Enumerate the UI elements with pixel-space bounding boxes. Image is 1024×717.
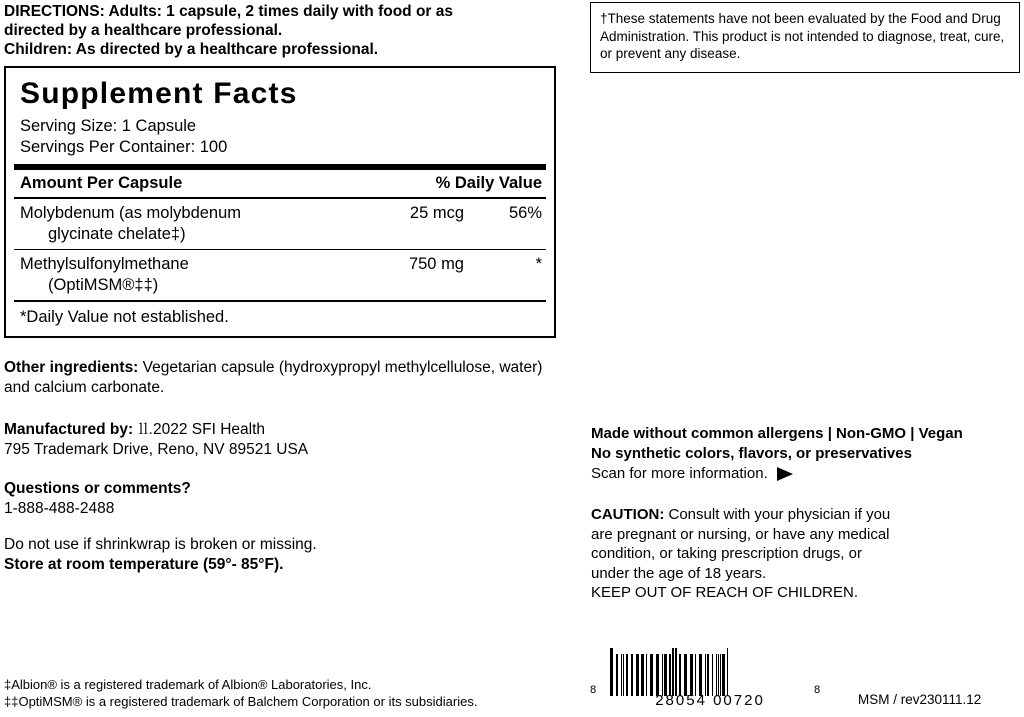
barcode-area: [590, 648, 1024, 716]
barcode-right-digit: 8: [814, 684, 821, 696]
shrinkwrap-warning: Do not use if shrinkwrap is broken or missing.: [4, 536, 317, 553]
directions-block: [4, 2, 494, 59]
directions-children-text: Children: As directed by a healthcare professional.: [4, 41, 379, 58]
manufacturer-company: ⒒2022 SFI Health: [133, 421, 266, 438]
manufactured-by-label: Manufactured by:: [4, 421, 134, 438]
storage-instruction: Store at room temperature (59°- 85°F).: [4, 555, 284, 573]
arrow-right-icon: [777, 467, 793, 481]
trademark-line-2: ‡‡OptiMSM® is a registered trademark of Balchem Corporation or its subsidiaries.: [4, 694, 478, 709]
nutrient-name: Methylsulfonylmethane: [20, 255, 189, 273]
keep-out-of-reach: KEEP OUT OF REACH OF CHILDREN.: [591, 584, 858, 601]
nutrient-amount: 750 mg: [408, 255, 464, 273]
divider-medium: [14, 300, 546, 302]
supplement-facts-title: Supplement Facts: [20, 77, 298, 110]
manufacturer-block: [4, 420, 544, 459]
table-row: [14, 250, 546, 300]
caution-label: CAUTION:: [591, 506, 665, 523]
other-ingredients-text: Vegetarian capsule (hydroxypropyl methylcellulose, water) and calcium carbonate.: [4, 359, 543, 396]
revision-code: MSM / rev230111.12: [858, 692, 982, 707]
daily-value-footnote: *Daily Value not established.: [20, 308, 229, 326]
fda-disclaimer-box: [590, 2, 1020, 73]
manufacturer-address: 795 Trademark Drive, Reno, NV 89521 USA: [4, 440, 309, 458]
other-ingredients-label: Other ingredients:: [4, 359, 139, 376]
table-row: [14, 199, 546, 249]
supplement-facts-panel: [4, 66, 556, 338]
questions-block: [4, 479, 544, 518]
claim-no-synthetics: No synthetic colors, flavors, or preservatives: [591, 444, 912, 462]
header-amount-per-capsule: Amount Per Capsule: [20, 174, 183, 192]
upc-barcode: [610, 648, 810, 696]
trademark-notices: [4, 676, 564, 710]
right-panel: [590, 0, 1024, 717]
supplement-facts-header-row: [14, 170, 546, 197]
claim-allergens: Made without common allergens | Non-GMO | Vegan: [591, 425, 963, 442]
nutrient-name-cont: glycinate chelate‡): [48, 225, 186, 243]
trademark-line-1: ‡Albion® is a registered trademark of Albion® Laboratories, Inc.: [4, 677, 372, 692]
serving-size: Serving Size: 1 Capsule: [20, 117, 197, 135]
caution-block: [591, 505, 891, 603]
nutrient-daily-value: *: [535, 255, 542, 273]
nutrient-daily-value: 56%: [508, 204, 542, 222]
product-claims-block: [591, 424, 1023, 484]
other-ingredients-block: [4, 358, 544, 397]
header-daily-value: % Daily Value: [435, 174, 542, 192]
storage-block: [4, 535, 544, 574]
questions-label: Questions or comments?: [4, 480, 191, 497]
fda-disclaimer-text: †These statements have not been evaluated by the Food and Drug Administration. This product is not intended to diagnose, treat, cure, or prevent any disease.: [600, 11, 1005, 61]
directions-adults-text: Adults: 1 capsule, 2 times daily with food or as directed by a healthcare professional.: [4, 3, 454, 39]
directions-label: DIRECTIONS:: [4, 3, 105, 20]
scan-instruction: Scan for more information.: [591, 465, 768, 482]
nutrient-name: Molybdenum (as molybdenum: [20, 204, 242, 222]
caution-text: Consult with your physician if you are pregnant or nursing, or have any medical condition, or taking prescription drugs, or under the age of 18 years.: [591, 506, 891, 582]
questions-phone[interactable]: 1-888-488-2488: [4, 499, 115, 517]
scan-row: [591, 464, 1023, 484]
nutrient-name-cont: (OptiMSM®‡‡): [48, 276, 159, 294]
nutrient-amount: 25 mcg: [409, 204, 464, 222]
barcode-number: 28054 00720: [655, 692, 765, 709]
barcode-left-digit: 8: [590, 684, 597, 696]
servings-per-container: Servings Per Container: 100: [20, 138, 228, 156]
